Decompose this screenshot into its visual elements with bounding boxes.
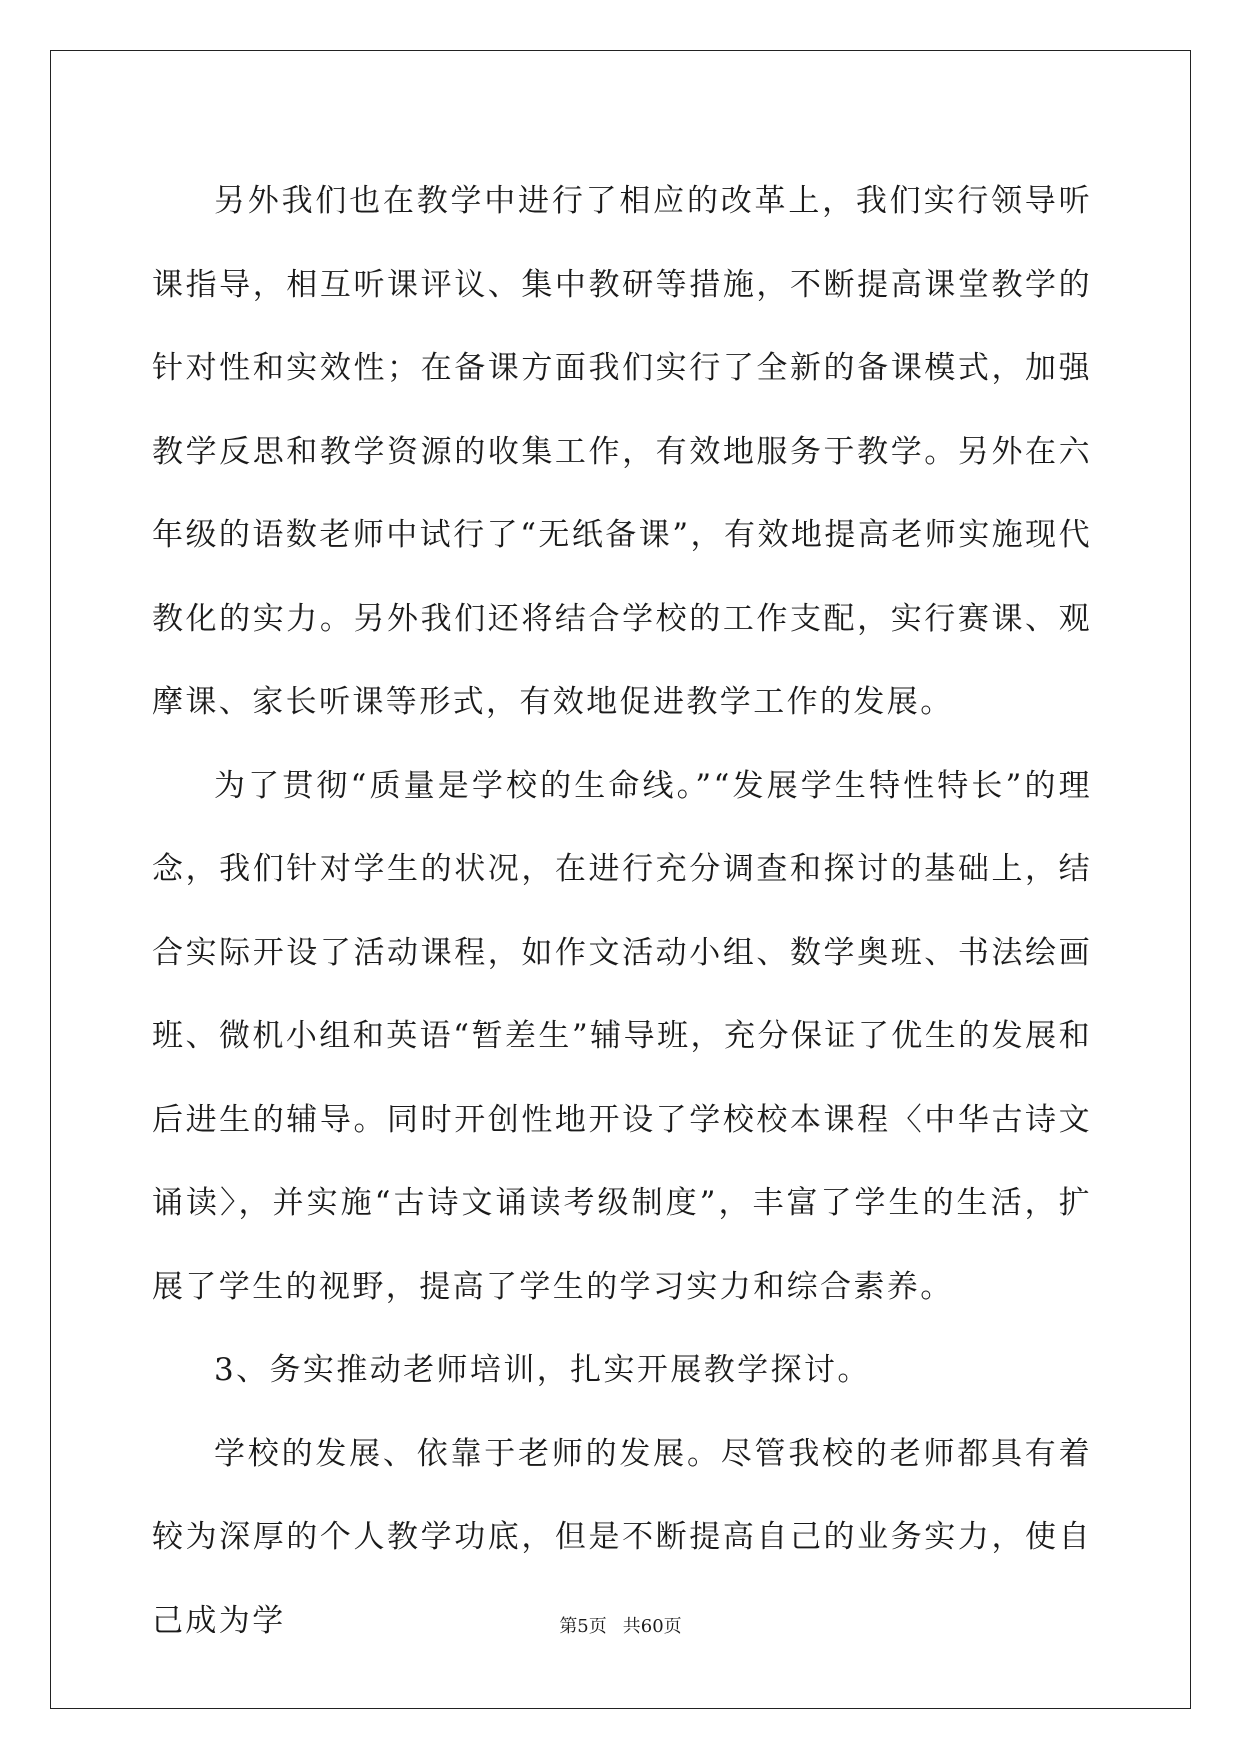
page-number: 第5页 <box>559 1616 607 1637</box>
document-body <box>152 160 1092 1663</box>
page-footer <box>0 1612 1241 1638</box>
page-total: 共60页 <box>622 1616 682 1637</box>
paragraph-teacher-development: 学校的发展、依靠于老师的发展。尽管我校的老师都具有着较为深厚的个人教学功底，但是不断提高自己的业务实力，使自己成为学 <box>152 1435 1092 1639</box>
paragraph-reform: 另外我们也在教学中进行了相应的改革上，我们实行领导听课指导，相互听课评议、集中教研等措施，不断提高课堂教学的针对性和实效性；在备课方面我们实行了全新的备课模式，加强教学反思和教学资源的收集工作，有效地服务于教学。另外在六年级的语数老师中试行了“无纸备课”，有效地提高老师实施现代教化的实力。另外我们还将结合学校的工作支配，实行赛课、观摩课、家长听课等形式，有效地促进教学工作的发展。 <box>152 183 1092 720</box>
paragraph-heading-training: 3、务实推动老师培训，扎实开展教学探讨。 <box>214 1352 871 1388</box>
paragraph-quality: 为了贯彻“质量是学校的生命线。”“发展学生特性特长”的理念，我们针对学生的状况，在进行充分调查和探讨的基础上，结合实际开设了活动课程，如作文活动小组、数学奥班、书法绘画班、微机小组和英语“暂差生”辅导班，充分保证了优生的发展和后进生的辅导。同时开创性地开设了学校校本课程〈中华古诗文诵读〉，并实施“古诗文诵读考级制度”，丰富了学生的生活，扩展了学生的视野，提高了学生的学习实力和综合素养。 <box>152 767 1092 1305</box>
